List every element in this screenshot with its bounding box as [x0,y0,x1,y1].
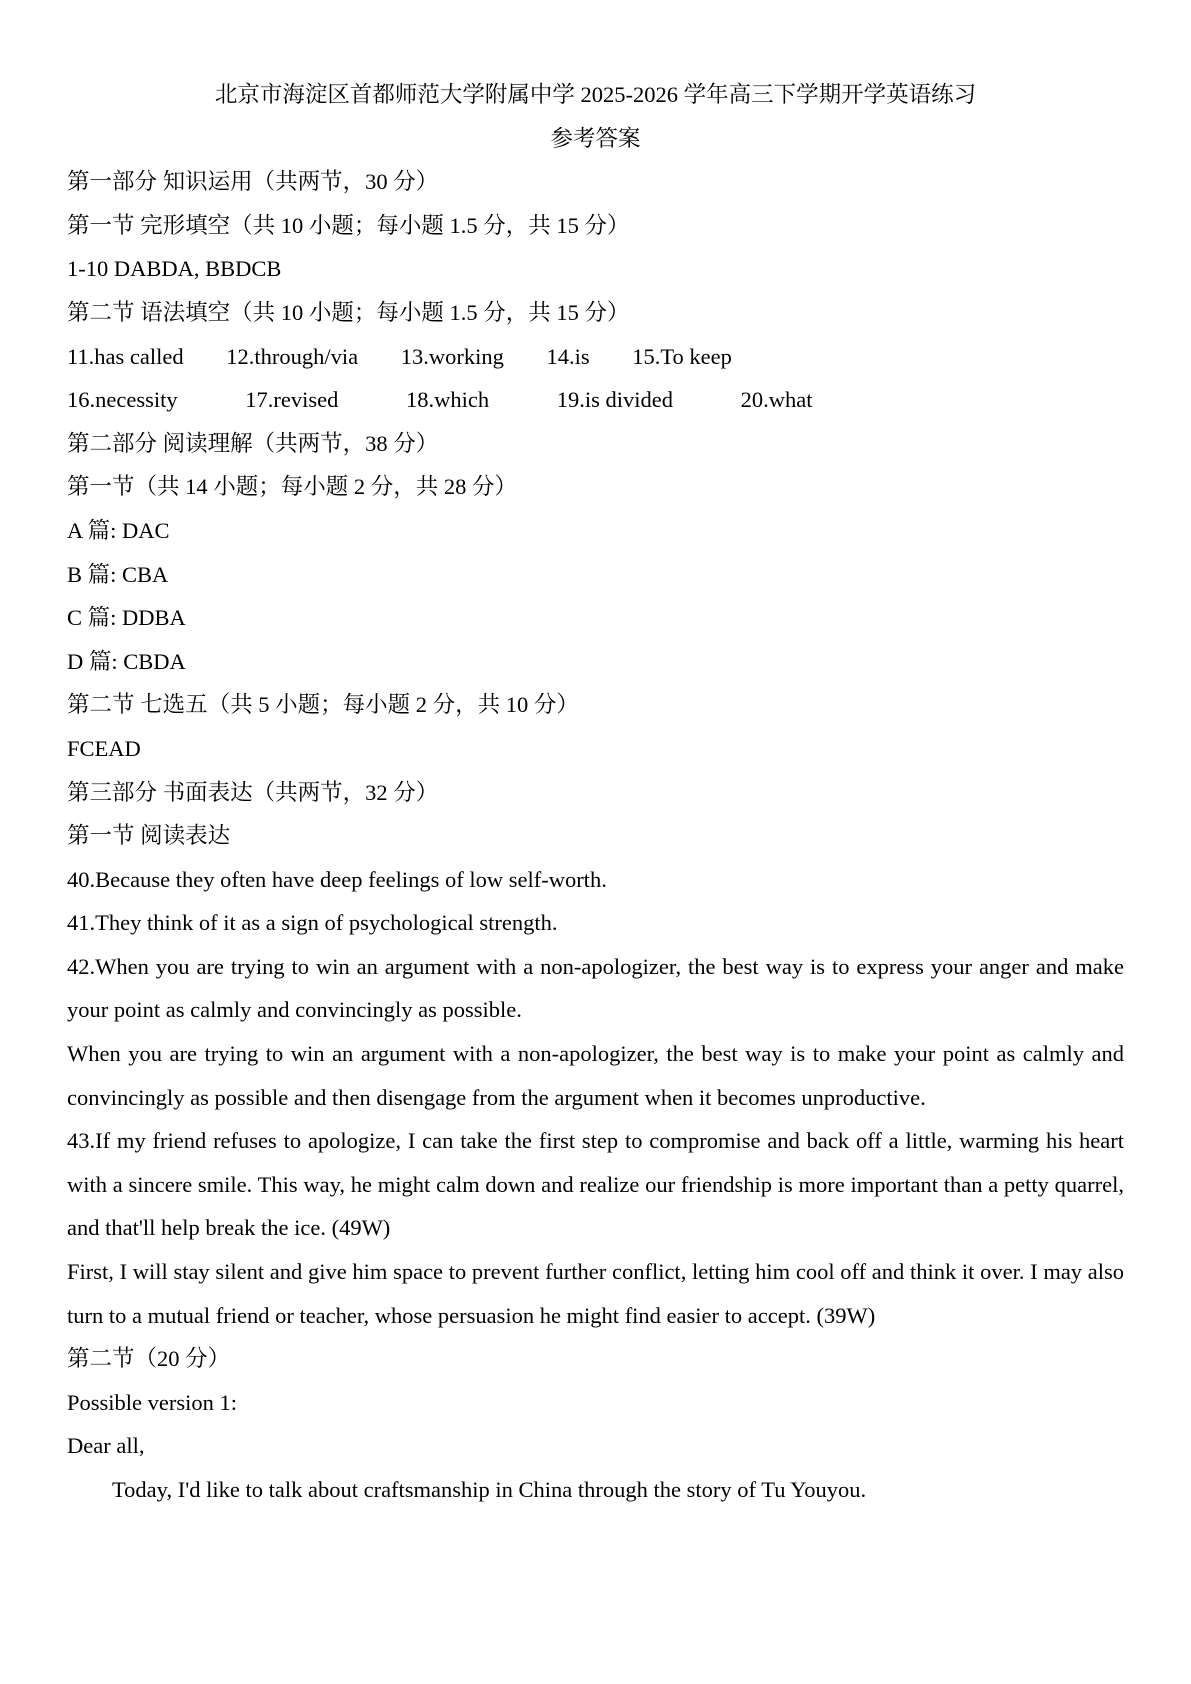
grammar-answer-16: 16.necessity [67,387,178,413]
answer-43-alternative: First, I will stay silent and give him space to prevent further conflict, letting him cool off and think it over. I may also turn to a mutual friend or teacher, whose persuasion he might find easier to accept. (39W) [67,1259,1124,1328]
grammar-answer-19: 19.is divided [556,387,673,413]
grammar-section-heading: 第二节 语法填空（共 10 小题；每小题 1.5 分，共 15 分） [67,299,630,325]
passage-c-answers: C 篇: DDBA [67,605,186,631]
answer-42-alternative: When you are trying to win an argument with a non-apologizer, the best way is to make your point as calmly and convincingly as possible and then disengage from the argument when it becomes unproductive. [67,1041,1124,1110]
passage-b-answers: B 篇: CBA [67,561,169,587]
grammar-answer-13: 13.working [400,343,504,369]
grammar-answer-11: 11.has called [67,343,184,369]
part1-heading: 第一部分 知识运用（共两节，30 分） [67,169,439,195]
passage-d-answers: D 篇: CBDA [67,648,186,674]
writing-section2-heading: 第二节（20 分） [67,1346,231,1372]
answer-41: 41.They think of it as a sign of psychological strength. [67,910,558,936]
reading-expression-heading: 第一节 阅读表达 [67,823,231,849]
grammar-answer-18: 18.which [405,387,490,413]
grammar-answer-17: 17.revised [245,387,339,413]
grammar-answer-12: 12.through/via [226,343,359,369]
part2-heading: 第二部分 阅读理解（共两节，38 分） [67,430,439,456]
grammar-answers-row-2 [67,378,1124,422]
grammar-answer-20: 20.what [740,387,813,413]
grammar-answer-14: 14.is [546,343,590,369]
grammar-answers-row-1 [67,335,1124,379]
reading-section1-heading: 第一节（共 14 小题；每小题 2 分，共 28 分） [67,474,518,500]
document-title: 北京市海淀区首都师范大学附属中学 2025-2026 学年高三下学期开学英语练习 [214,82,977,107]
answer-40: 40.Because they often have deep feelings of low self-worth. [67,866,607,892]
letter-salutation: Dear all, [67,1433,145,1459]
possible-version-label: Possible version 1: [67,1389,238,1415]
answer-43: 43.If my friend refuses to apologize, I can take the first step to compromise and back off a little, warming his heart with a sincere smile. This way, he might calm down and realize our friendship is more important than a petty quarrel, and that'll help break the ice. (49W) [67,1128,1124,1241]
cloze-answers: 1-10 DABDA, BBDCB [67,256,282,282]
document-subtitle: 参考答案 [550,125,641,151]
cloze-section-heading: 第一节 完形填空（共 10 小题；每小题 1.5 分，共 15 分） [67,212,630,238]
seven-choose-five-heading: 第二节 七选五（共 5 小题；每小题 2 分，共 10 分） [67,692,579,718]
seven-choose-five-answers: FCEAD [67,735,141,761]
grammar-answer-15: 15.To keep [632,343,732,369]
answer-42: 42.When you are trying to win an argument with a non-apologizer, the best way is to express your anger and make your point as calmly and convincingly as possible. [67,953,1124,1023]
part3-heading: 第三部分 书面表达（共两节，32 分） [67,779,439,805]
passage-a-answers: A 篇: DAC [67,517,170,543]
letter-opening: Today, I'd like to talk about craftsmanship in China through the story of Tu Youyou. [112,1477,867,1502]
